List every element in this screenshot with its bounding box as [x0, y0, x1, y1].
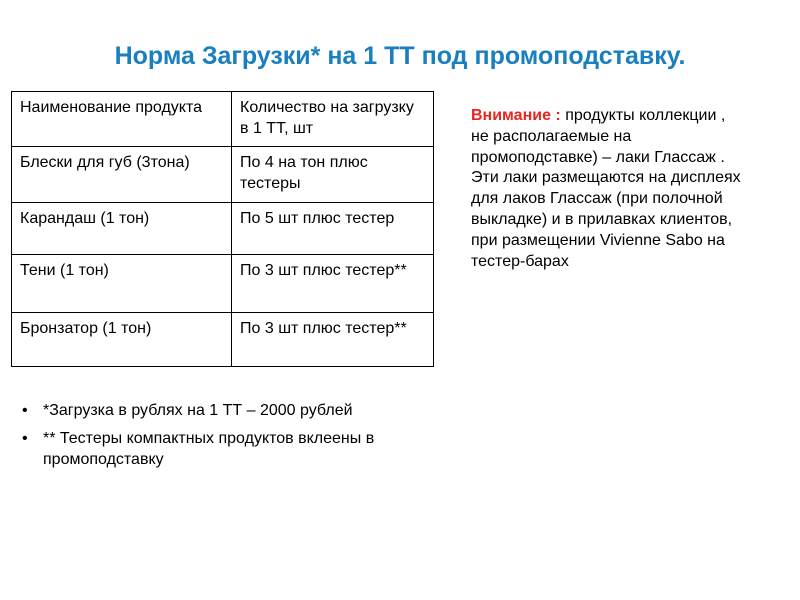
header-quantity: Количество на загрузку в 1 ТТ, шт [232, 92, 434, 147]
cell-quantity: По 4 на тон плюс тестеры [232, 147, 434, 203]
footnote-text: ** Тестеры компактных продуктов вклеены в промоподставку [43, 430, 375, 468]
cell-product: Блески для губ (3тона) [12, 147, 232, 203]
table-row [12, 147, 434, 203]
footnotes-list [22, 400, 472, 477]
table-row [12, 313, 434, 367]
table-row [12, 255, 434, 313]
table-header-row [12, 92, 434, 147]
attention-note [471, 106, 741, 272]
attention-text: продукты коллекции , не располагаемые на промоподставке) – лаки Глассаж . Эти лаки размещаются на дисплеях для лаков Глассаж (при полочной выкладке) и в прилавках клиентов, при размещении Vivienne Sabo на тестер-барах [471, 107, 741, 270]
cell-product: Карандаш (1 тон) [12, 203, 232, 255]
bullet-icon: • [22, 430, 28, 447]
cell-product: Тени (1 тон) [12, 255, 232, 313]
cell-quantity: По 3 шт плюс тестер** [232, 255, 434, 313]
cell-quantity: По 5 шт плюс тестер [232, 203, 434, 255]
cell-product: Бронзатор (1 тон) [12, 313, 232, 367]
footnote-item [22, 428, 472, 470]
cell-quantity: По 3 шт плюс тестер** [232, 313, 434, 367]
header-product-name: Наименование продукта [12, 92, 232, 147]
load-norm-table [11, 91, 434, 367]
attention-label: Внимание : [471, 107, 561, 124]
page-title: Норма Загрузки* на 1 ТТ под промоподставку. [114, 42, 686, 70]
footnote-item [22, 400, 472, 421]
bullet-icon: • [22, 402, 28, 419]
table-row [12, 203, 434, 255]
footnote-text: *Загрузка в рублях на 1 ТТ – 2000 рублей [43, 402, 353, 419]
